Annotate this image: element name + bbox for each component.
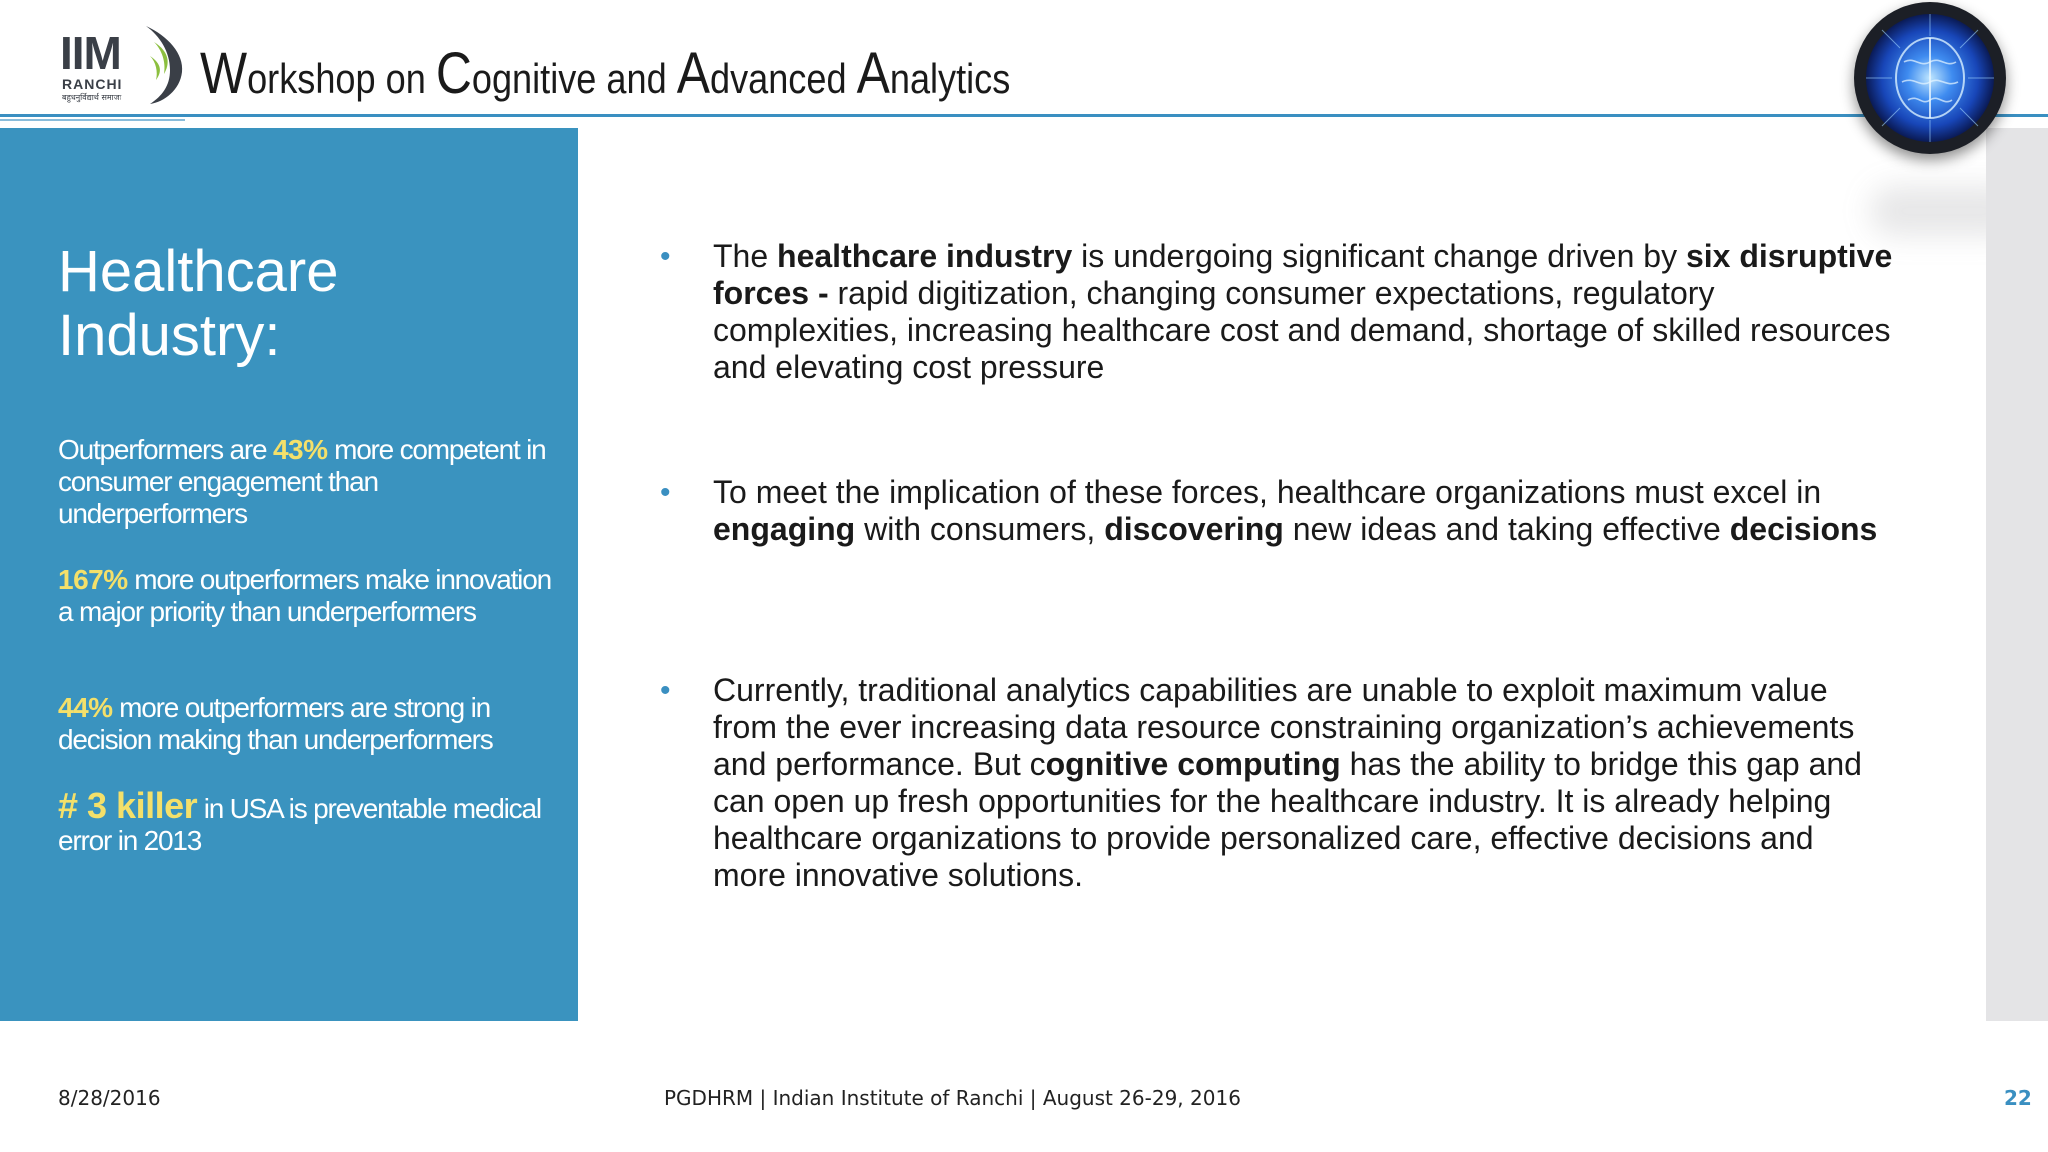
bullet-dot-icon: • bbox=[660, 674, 671, 707]
page-title bbox=[200, 40, 1010, 107]
bullet-emphasis: ognitive computing bbox=[1045, 746, 1341, 782]
panel-title-line1: Healthcare bbox=[58, 239, 339, 304]
bullet-emphasis: six disruptive forces bbox=[713, 238, 1893, 311]
bullet-dot-icon: • bbox=[660, 240, 671, 273]
bullet-run: is undergoing significant change driven by bbox=[1072, 238, 1686, 274]
bullet-run: To meet the implication of these forces, healthcare organizations must excel in bbox=[713, 474, 1822, 510]
bullet-run: rapid digitization, changing consumer expectations, regulatory complexities, increasing healthcare cost and demand, shortage of skilled resources and elevating cost pressure bbox=[713, 275, 1891, 385]
title-rest: ognitive and bbox=[471, 55, 677, 102]
bullet-text bbox=[713, 238, 1893, 386]
bullet-emphasis: healthcare industry bbox=[777, 238, 1073, 274]
bullet-emphasis: discovering bbox=[1104, 511, 1284, 547]
title-initial: A bbox=[676, 41, 710, 106]
bullet-run: The bbox=[713, 238, 778, 274]
stat-text: in USA is preventable medical error in 2013 bbox=[58, 793, 541, 856]
stat-text: more outperformers make innovation a major priority than underperformers bbox=[58, 564, 551, 627]
bullet-emphasis: decisions bbox=[1729, 511, 1878, 547]
bullet-run: has the ability to bridge this gap and can open up fresh opportunities for the healthcare industry. It is already helping healthcare organizations to provide personalized care, effective decisions and more innovative solutions. bbox=[713, 746, 1862, 893]
slide-number: 22 bbox=[2004, 1086, 2032, 1110]
stat-text: more competent in consumer engagement than underperformers bbox=[58, 434, 546, 529]
bullet-run: Currently, traditional analytics capabilities are unable to exploit maximum value from the ever increasing data resource constraining organization’s achievements and performance. But c bbox=[713, 672, 1855, 782]
header-divider-accent bbox=[0, 119, 185, 121]
title-initial: C bbox=[435, 41, 472, 106]
stat-item bbox=[58, 692, 558, 756]
stat-text: more outperformers are strong in decision making than underperformers bbox=[58, 692, 493, 755]
header-divider bbox=[0, 114, 2048, 117]
title-rest: nalytics bbox=[889, 55, 1011, 102]
logo-subtext: RANCHI bbox=[62, 76, 123, 92]
bird-icon bbox=[140, 22, 186, 108]
bullet-dot-icon: • bbox=[660, 476, 671, 509]
logo-motto: बहुधनुर्विद्यार्थ समाजः bbox=[62, 93, 122, 102]
panel-title-line2: Industry: bbox=[58, 303, 281, 368]
logo-text: IIM bbox=[60, 27, 121, 79]
stat-highlight: # 3 killer bbox=[58, 785, 198, 826]
bullet-text bbox=[713, 474, 1893, 548]
iim-ranchi-logo bbox=[56, 22, 184, 108]
stat-highlight: 44% bbox=[58, 692, 113, 723]
stat-highlight: 43% bbox=[272, 434, 328, 465]
stat-highlight: 167% bbox=[58, 564, 128, 595]
footer-date: 8/28/2016 bbox=[58, 1086, 161, 1110]
right-side-strip bbox=[1986, 128, 2048, 1021]
stat-text: Outperformers are bbox=[58, 434, 273, 465]
bullet-emphasis: engaging bbox=[713, 511, 856, 547]
panel-title bbox=[58, 240, 538, 368]
stat-item bbox=[58, 434, 558, 530]
stat-item bbox=[58, 564, 558, 628]
bullet-text bbox=[713, 672, 1893, 894]
title-initial: A bbox=[856, 41, 890, 106]
brain-icon bbox=[1864, 12, 1996, 144]
title-rest: orkshop on bbox=[247, 55, 436, 102]
bullet-emphasis: - bbox=[809, 275, 838, 311]
stat-item bbox=[58, 785, 558, 857]
brain-image bbox=[1854, 2, 2006, 154]
bullet-run: with consumers, bbox=[855, 511, 1105, 547]
title-rest: dvanced bbox=[709, 55, 857, 102]
footer-center-text: PGDHRM | Indian Institute of Ranchi | August 26-29, 2016 bbox=[664, 1086, 1241, 1110]
title-initial: W bbox=[200, 41, 248, 106]
bullet-run: new ideas and taking effective bbox=[1283, 511, 1730, 547]
